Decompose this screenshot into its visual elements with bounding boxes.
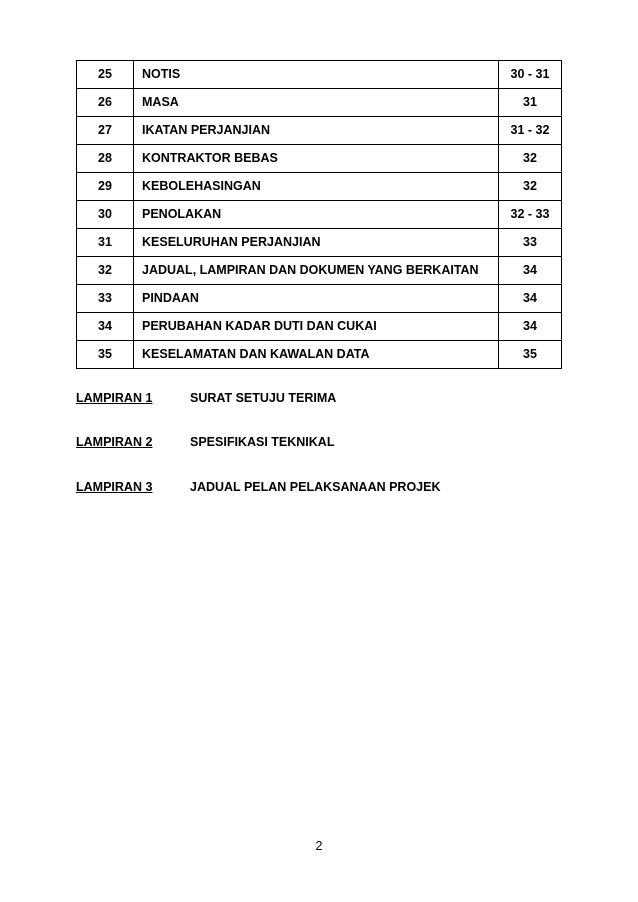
section-title: NOTIS bbox=[134, 61, 499, 89]
section-number: 32 bbox=[77, 257, 134, 285]
section-page: 32 - 33 bbox=[499, 201, 562, 229]
appendix-title: JADUAL PELAN PELAKSANAAN PROJEK bbox=[190, 480, 441, 494]
table-row bbox=[77, 89, 562, 117]
table-row bbox=[77, 117, 562, 145]
section-title: KESELAMATAN DAN KAWALAN DATA bbox=[134, 341, 499, 369]
table-row bbox=[77, 313, 562, 341]
section-number: 31 bbox=[77, 229, 134, 257]
table-row bbox=[77, 173, 562, 201]
section-number: 28 bbox=[77, 145, 134, 173]
section-title: MASA bbox=[134, 89, 499, 117]
section-number: 34 bbox=[77, 313, 134, 341]
section-page: 33 bbox=[499, 229, 562, 257]
table-of-contents bbox=[76, 60, 562, 369]
section-number: 27 bbox=[77, 117, 134, 145]
section-number: 26 bbox=[77, 89, 134, 117]
table-row bbox=[77, 229, 562, 257]
section-title: KONTRAKTOR BEBAS bbox=[134, 145, 499, 173]
section-page: 35 bbox=[499, 341, 562, 369]
section-page: 31 bbox=[499, 89, 562, 117]
appendix-entry bbox=[76, 434, 576, 450]
appendix-title: SPESIFIKASI TEKNIKAL bbox=[190, 435, 335, 449]
table-row bbox=[77, 61, 562, 89]
section-title: PINDAAN bbox=[134, 285, 499, 313]
section-number: 33 bbox=[77, 285, 134, 313]
table-row bbox=[77, 145, 562, 173]
section-page: 34 bbox=[499, 313, 562, 341]
section-title: PERUBAHAN KADAR DUTI DAN CUKAI bbox=[134, 313, 499, 341]
section-title: IKATAN PERJANJIAN bbox=[134, 117, 499, 145]
section-number: 29 bbox=[77, 173, 134, 201]
appendix-entry bbox=[76, 479, 576, 495]
section-number: 35 bbox=[77, 341, 134, 369]
appendix-label: LAMPIRAN 1 bbox=[76, 391, 153, 405]
appendix-label: LAMPIRAN 3 bbox=[76, 480, 153, 494]
appendix-title: SURAT SETUJU TERIMA bbox=[190, 391, 337, 405]
table-row bbox=[77, 201, 562, 229]
section-page: 32 bbox=[499, 173, 562, 201]
section-page: 32 bbox=[499, 145, 562, 173]
section-page: 31 - 32 bbox=[499, 117, 562, 145]
page-number: 2 bbox=[315, 839, 323, 853]
table-row bbox=[77, 285, 562, 313]
section-title: PENOLAKAN bbox=[134, 201, 499, 229]
section-title: JADUAL, LAMPIRAN DAN DOKUMEN YANG BERKAITAN bbox=[134, 257, 499, 285]
section-title: KESELURUHAN PERJANJIAN bbox=[134, 229, 499, 257]
section-page: 34 bbox=[499, 285, 562, 313]
section-number: 30 bbox=[77, 201, 134, 229]
section-page: 30 - 31 bbox=[499, 61, 562, 89]
appendix-label: LAMPIRAN 2 bbox=[76, 435, 153, 449]
section-title: KEBOLEHASINGAN bbox=[134, 173, 499, 201]
appendix-entry bbox=[76, 390, 576, 406]
section-page: 34 bbox=[499, 257, 562, 285]
table-row bbox=[77, 341, 562, 369]
table-row bbox=[77, 257, 562, 285]
section-number: 25 bbox=[77, 61, 134, 89]
